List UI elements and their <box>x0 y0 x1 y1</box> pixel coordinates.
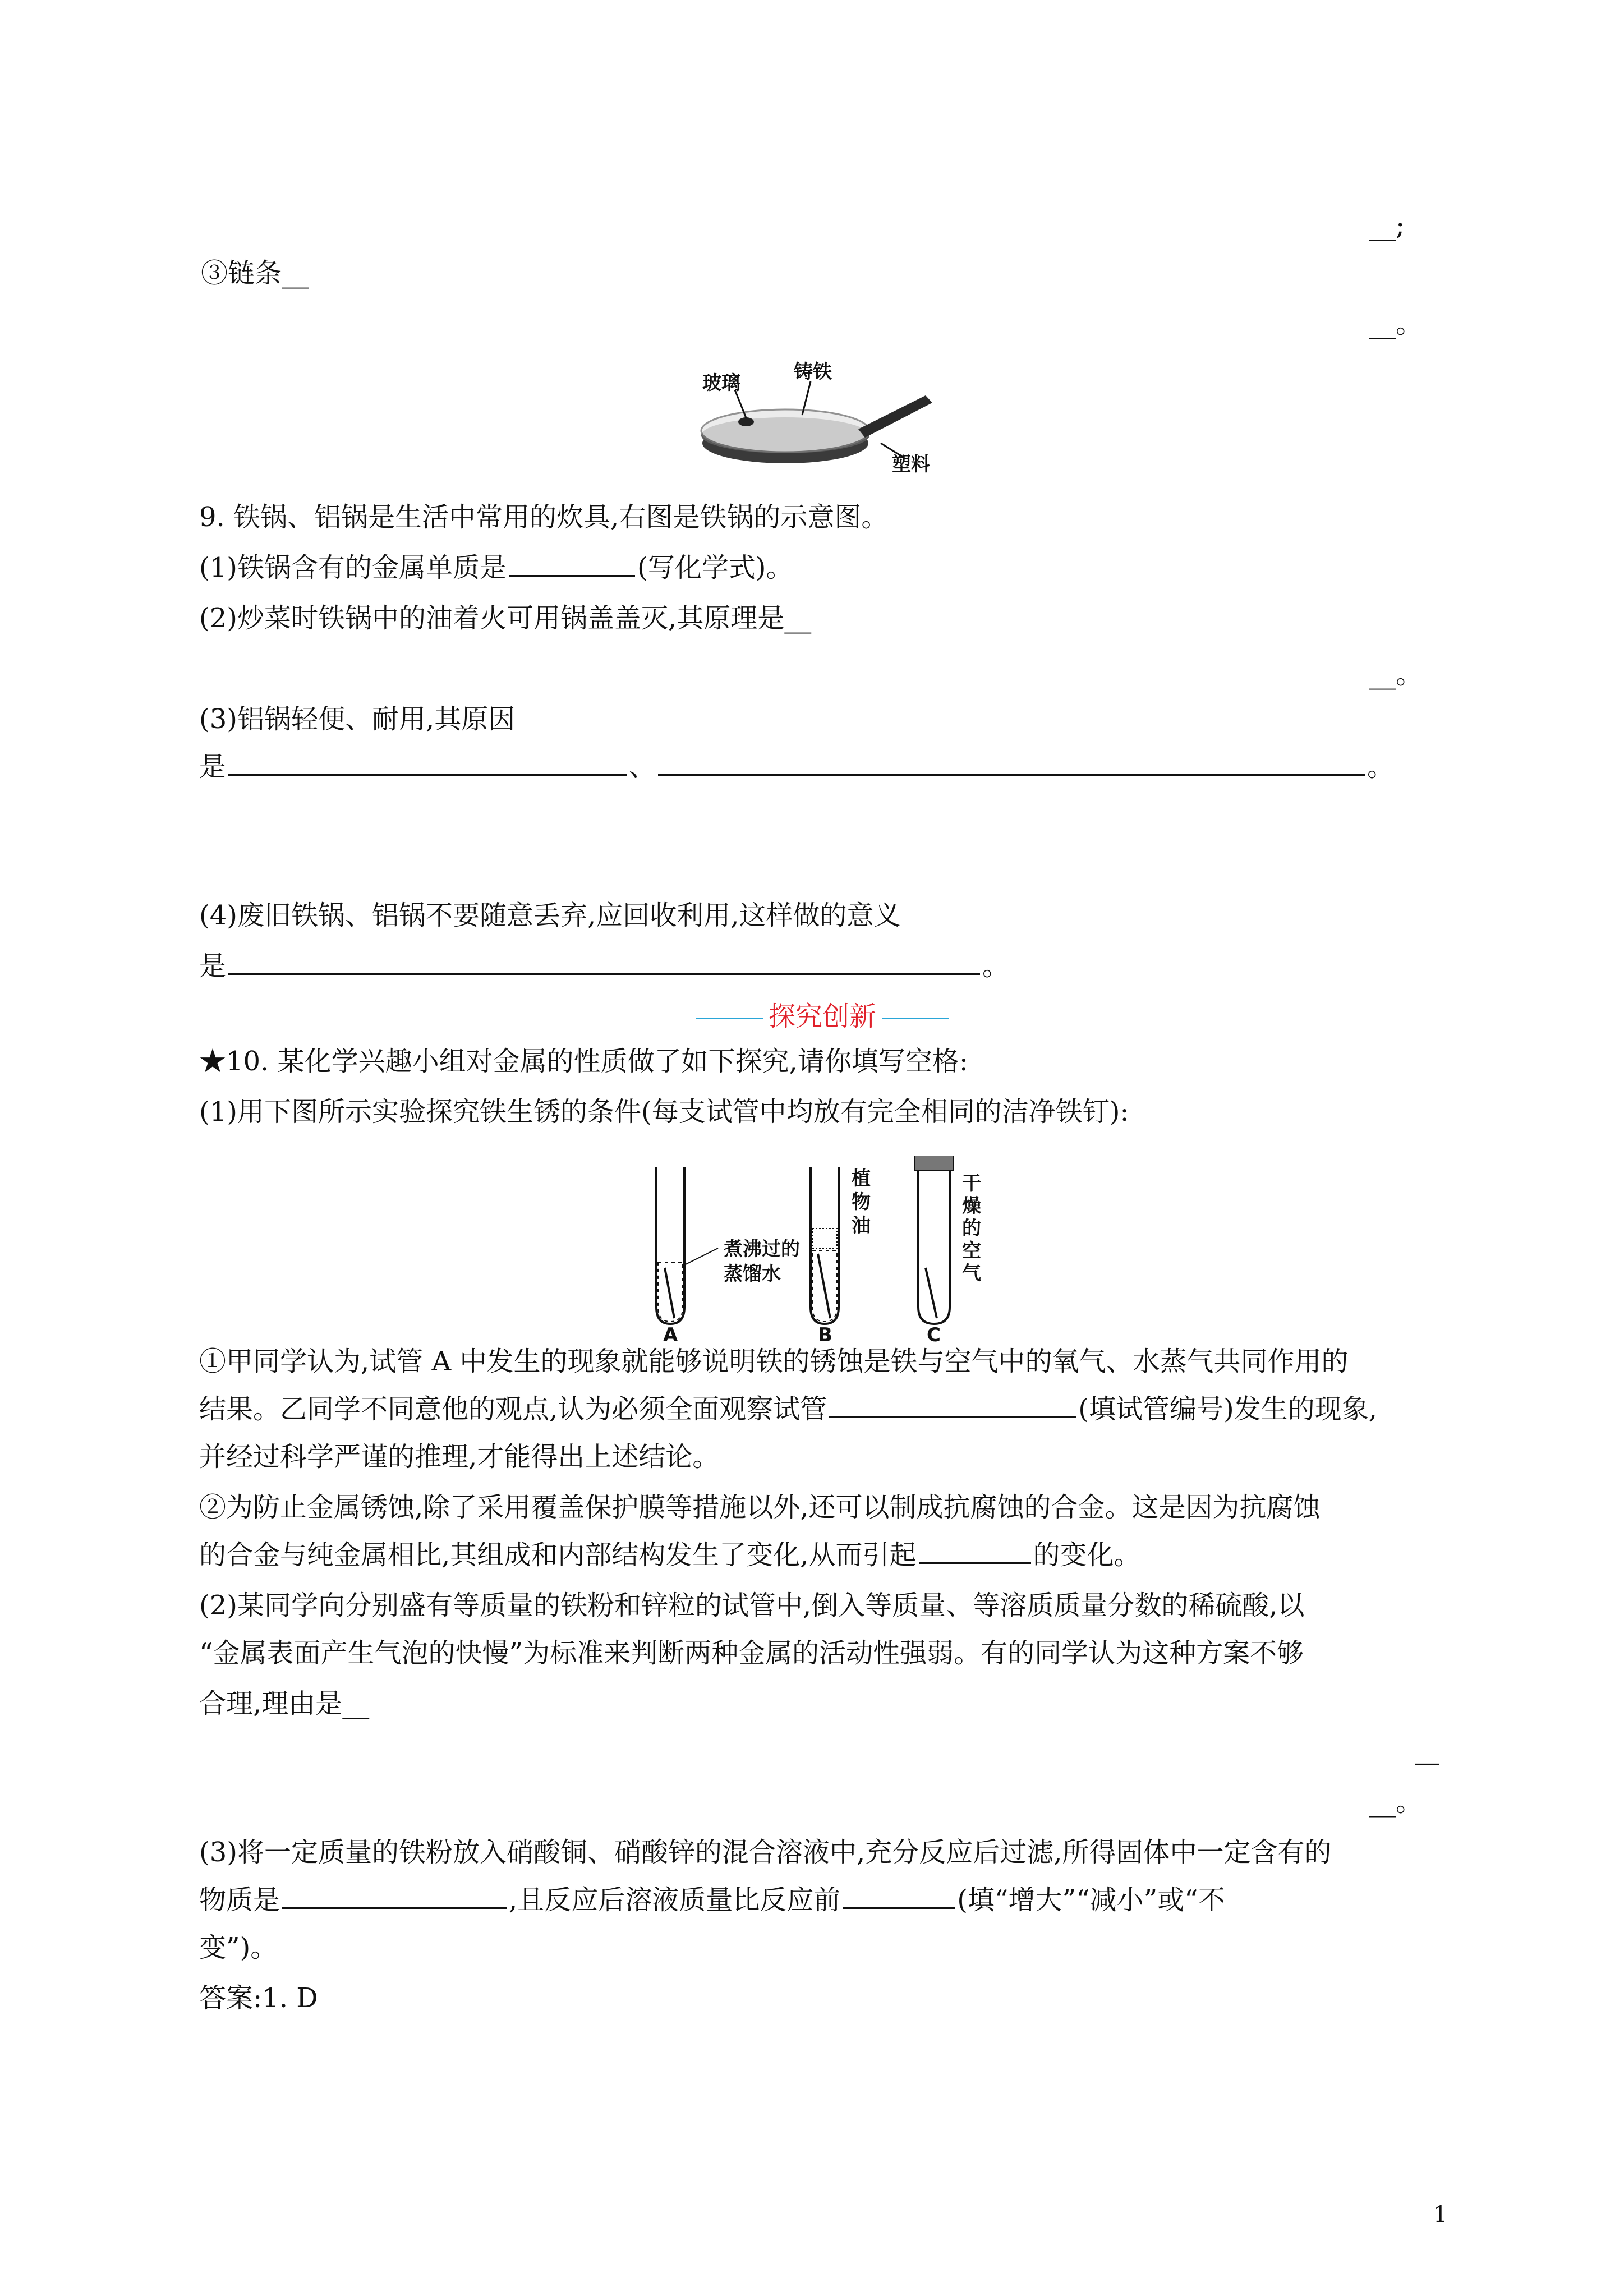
air-char: 气 <box>962 1262 981 1285</box>
q10-p3-middle: ,且反应后溶液质量比反应前 <box>509 1884 841 1916</box>
oil-char: 植 <box>852 1167 871 1190</box>
q10-p3-text: 物质是 <box>199 1884 280 1916</box>
q10-c2-text: 的合金与纯金属相比,其组成和内部结构发生了变化,从而引起 <box>199 1539 917 1571</box>
q9-part3: (3)铝锅轻便、耐用,其原因 <box>199 703 516 735</box>
q9-part1 <box>199 550 793 586</box>
q10-c2-line2 <box>199 1537 1141 1573</box>
q9-part1-text: (1)铁锅含有的金属单质是 <box>199 552 507 583</box>
air-label <box>962 1172 984 1285</box>
air-char: 燥 <box>962 1195 981 1217</box>
q10-p2-line1: (2)某同学向分别盛有等质量的铁粉和锌粒的试管中,倒入等质量、等溶质质量分数的稀硫酸,以 <box>199 1590 1305 1621</box>
section-heading <box>690 999 955 1034</box>
q9-stem: 9. 铁锅、铝锅是生活中常用的炊具,右图是铁锅的示意图。 <box>199 501 889 533</box>
q9-part3-answer-line <box>199 749 1394 785</box>
q10-c1-line3: 并经过科学严谨的推理,才能得出上述结论。 <box>199 1441 720 1473</box>
q10-c1-note: (填试管编号)发生的现象, <box>1078 1393 1377 1425</box>
tube-label-b: B <box>818 1324 832 1346</box>
section-title: 探究创新 <box>769 1001 877 1032</box>
label-glass: 玻璃 <box>702 372 740 394</box>
q10-c2-blank[interactable] <box>919 1538 1031 1564</box>
q9-part2: (2)炒菜时铁锅中的油着火可用锅盖盖灭,其原理是__ <box>199 602 812 634</box>
q10-p3-line1: (3)将一定质量的铁粉放入硝酸铜、硝酸锌的混合溶液中,充分反应后过滤,所得固体中一定含有的 <box>199 1837 1332 1868</box>
q9-part4-prefix: 是 <box>199 950 227 982</box>
water-label <box>724 1237 800 1286</box>
q8-item-3-label: ③链条 <box>201 257 282 289</box>
water-label-line1: 煮沸过的 <box>724 1238 800 1260</box>
answer-line: 答案:1. D <box>199 1982 318 2014</box>
q9-part3-end: 。 <box>1367 751 1395 783</box>
q9-part1-note: (写化学式)。 <box>637 552 793 583</box>
air-char: 空 <box>962 1240 981 1262</box>
q10-p3-line2 <box>199 1882 1225 1918</box>
water-label-line2: 蒸馏水 <box>724 1263 781 1285</box>
q10-c1-blank[interactable] <box>829 1392 1076 1418</box>
q10-p3-line3: 变”)。 <box>199 1932 278 1963</box>
q10-p2-tail-2: __。 <box>1369 1786 1423 1818</box>
q9-part4: (4)废旧铁锅、铝锅不要随意丢弃,应回收利用,这样做的意义 <box>199 900 901 931</box>
q9-part3-blank-1[interactable] <box>228 749 627 776</box>
q10-c1-line1: ①甲同学认为,试管 A 中发生的现象就能够说明铁的锈蚀是铁与空气中的氧气、水蒸气共同作用的 <box>199 1346 1349 1377</box>
label-plastic: 塑料 <box>892 453 930 476</box>
heading-rule-right <box>882 1018 949 1019</box>
q10-p2-line3: 合理,理由是__ <box>199 1688 370 1719</box>
q9-part4-blank[interactable] <box>228 949 980 975</box>
q9-part1-blank[interactable] <box>509 550 635 577</box>
q10-c2-note: 的变化。 <box>1033 1539 1141 1571</box>
air-char: 的 <box>962 1217 981 1240</box>
oil-label <box>852 1167 874 1237</box>
tube-label-c: C <box>927 1324 941 1346</box>
blank-tail-2: __。 <box>1369 308 1423 339</box>
q10-p2-tail-1: — <box>1414 1747 1441 1778</box>
q10-stem: ★10. 某化学兴趣小组对金属的性质做了如下探究,请你填写空格: <box>199 1046 969 1077</box>
oil-char: 油 <box>852 1214 871 1237</box>
q10-c1-text: 结果。乙同学不同意他的观点,认为必须全面观察试管 <box>199 1393 827 1425</box>
q9-part2-tail: __。 <box>1369 659 1423 690</box>
page-number: 1 <box>1433 2202 1448 2228</box>
test-tube-figure <box>640 1156 1043 1346</box>
q10-p3-blank-1[interactable] <box>282 1883 507 1909</box>
tube-label-a: A <box>663 1324 678 1346</box>
q9-part4-end: 。 <box>982 950 1010 982</box>
q9-part3-separator: 、 <box>629 751 656 783</box>
q8-item-3-blank[interactable]: __ <box>282 257 309 289</box>
heading-rule-left <box>696 1018 763 1019</box>
q9-part3-prefix: 是 <box>199 751 227 783</box>
q10-p2-line2: “金属表面产生气泡的快慢”为标准来判断两种金属的活动性强弱。有的同学认为这种方案不够 <box>199 1637 1304 1669</box>
q10-part1: (1)用下图所示实验探究铁生锈的条件(每支试管中均放有完全相同的洁净铁钉): <box>199 1096 1129 1128</box>
blank-tail-1: __; <box>1369 210 1405 241</box>
label-cast-iron: 铸铁 <box>794 361 832 383</box>
air-char: 干 <box>962 1172 981 1195</box>
q10-c2-line1: ②为防止金属锈蚀,除了采用覆盖保护膜等措施以外,还可以制成抗腐蚀的合金。这是因为抗腐蚀 <box>199 1492 1321 1523</box>
q10-p3-blank-2[interactable] <box>843 1883 955 1909</box>
q8-item-3 <box>201 255 309 291</box>
q9-part4-answer-line <box>199 948 1009 984</box>
q9-part3-blank-2[interactable] <box>658 749 1365 776</box>
pan-figure <box>690 359 948 480</box>
q10-c1-line2 <box>199 1391 1377 1427</box>
q10-p3-note: (填“增大”“减小”或“不 <box>957 1884 1225 1916</box>
oil-char: 物 <box>852 1191 871 1213</box>
